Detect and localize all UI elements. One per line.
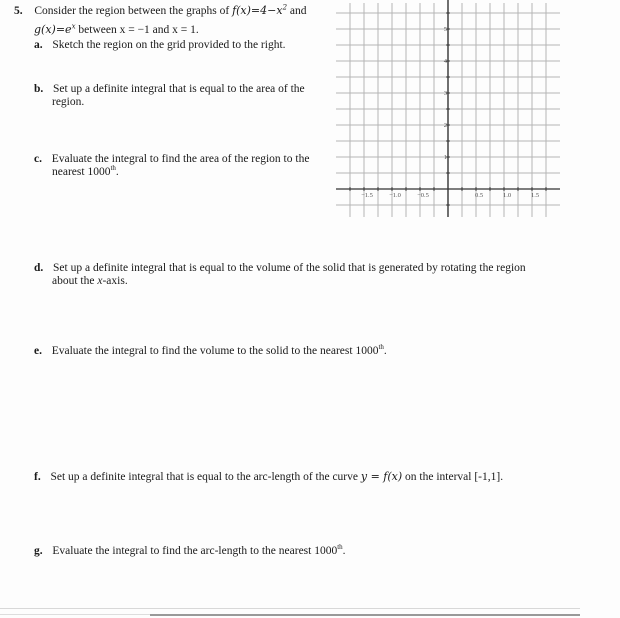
g-definition: $g(x)=e^x$ [34,22,76,36]
part-letter: a. [34,39,43,51]
x-tick-label: −1.5 [361,192,373,199]
part-text: Evaluate the integral to find the area of the region to the [51,153,310,165]
intro-text-and: and [287,5,307,17]
y-tick-label: 1 [443,154,447,161]
part-b-line2: region. [52,96,85,108]
x-tick-label: −0.5 [417,192,429,199]
intro-text: Consider the region between the graphs of [34,5,233,17]
y-tick-label: 3 [443,90,447,97]
part-letter: b. [34,83,44,95]
x-tick-label: −1.0 [389,192,401,199]
part-f [34,470,503,483]
coordinate-grid[interactable] [0,0,620,230]
part-text: Set up a definite integral that is equal to the area of the [53,83,305,95]
page-bottom-edge [0,614,150,615]
x-tick-label: 1.0 [502,192,512,199]
f-definition: $f(x)=4-x^2$ [232,3,288,17]
y-tick-label: 4 [443,58,447,65]
intro-bounds: between x = −1 and x = 1. [75,24,199,36]
part-letter: c. [34,153,42,165]
part-letter: g. [34,545,43,557]
part-d [34,262,526,274]
y-tick-label: 5 [443,26,447,33]
part-letter: e. [34,345,42,357]
part-c-line2: nearest 1000th. [52,164,119,178]
part-text: Evaluate the integral to find the arc-length to the nearest 1000th. [52,543,346,557]
part-text: Set up a definite integral that is equal to the arc-length of the curve y = f(x) on the interval [-1,1]. [50,470,504,483]
part-letter: f. [34,471,41,483]
y-tick-label: 2 [443,122,447,129]
part-letter: d. [34,262,44,274]
curve-expression: y = f(x) [360,470,403,483]
part-text: Set up a definite integral that is equal to the volume of the solid that is generated by rotating the region [53,262,526,274]
x-tick-label: 1.5 [530,192,540,199]
part-e [34,345,387,357]
page-divider [0,608,580,609]
problem-number: 5. [14,5,23,17]
horizontal-scrollbar[interactable] [150,614,580,616]
x-tick-label: 0.5 [474,192,484,199]
part-text: Sketch the region on the grid provided to the right. [52,39,286,51]
part-d-line2: about the x-axis. [52,275,128,287]
part-g [34,545,346,557]
part-text: Evaluate the integral to find the volume to the solid to the nearest 1000th. [51,343,387,357]
